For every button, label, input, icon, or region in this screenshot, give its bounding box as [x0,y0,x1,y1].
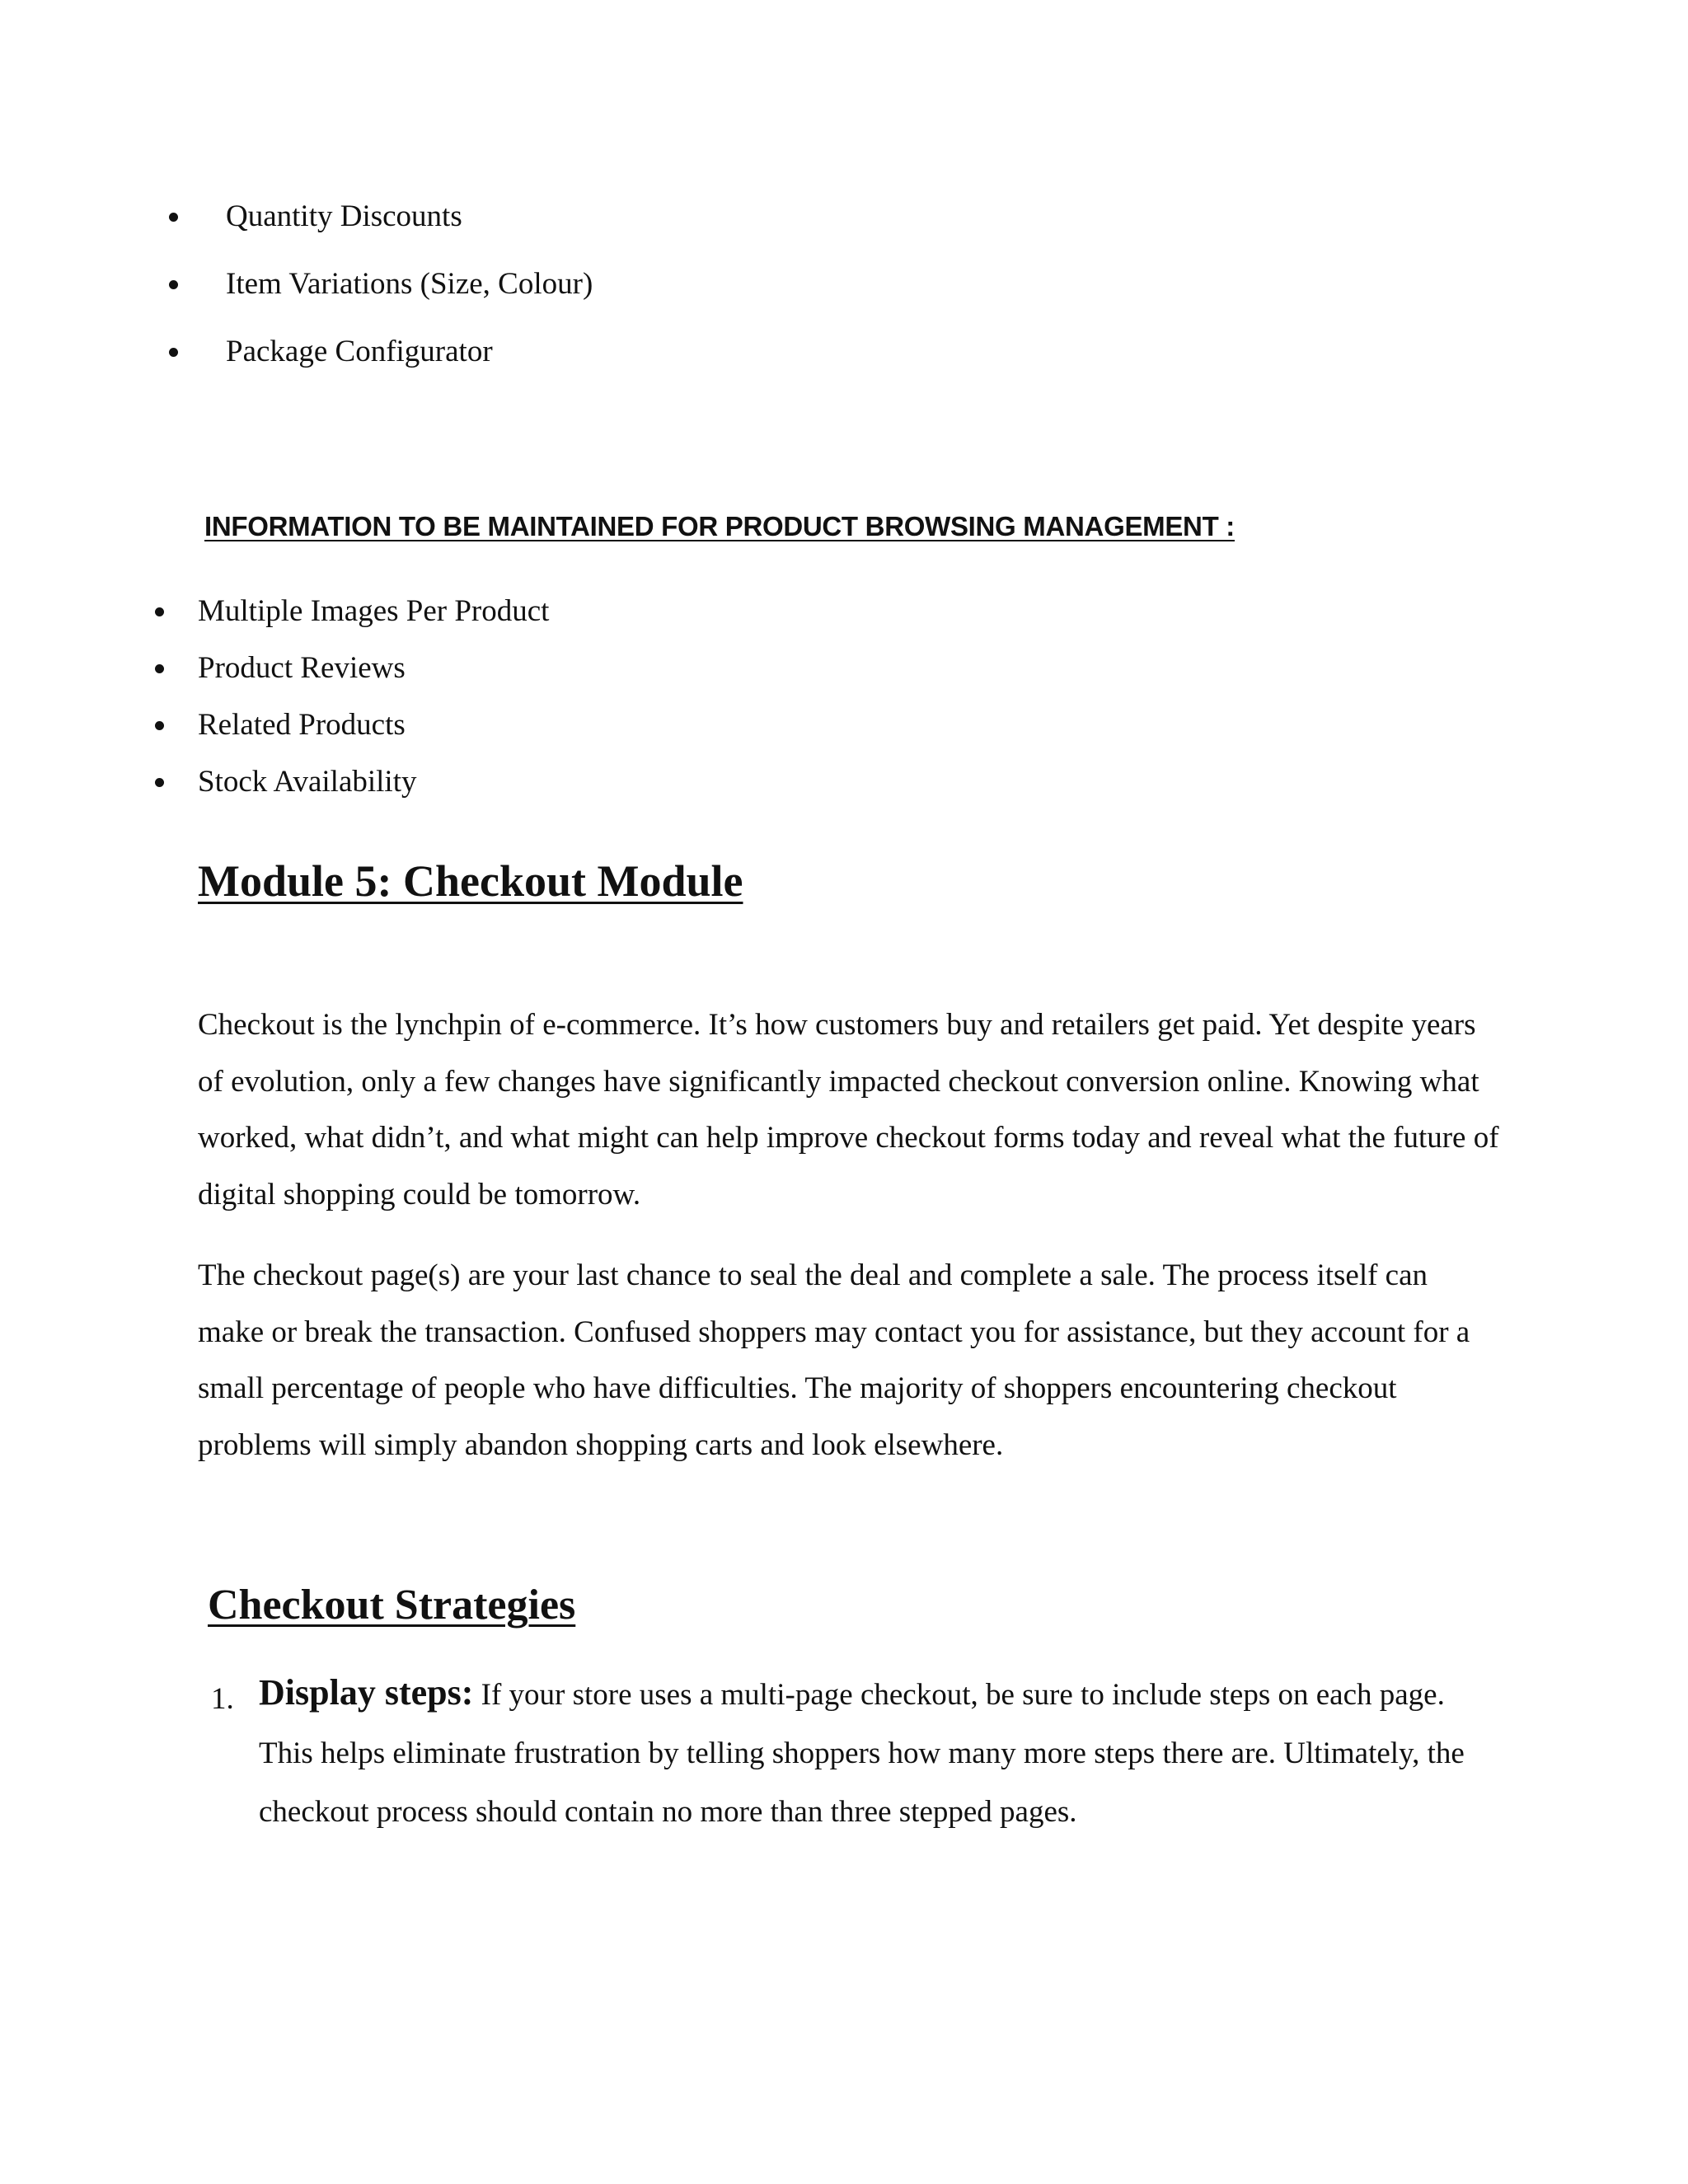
strategy-number: 1. [211,1682,234,1716]
bullet-icon [169,348,178,357]
list-item: Item Variations (Size, Colour) [226,267,593,301]
bullet-icon [155,664,164,673]
list-item: Related Products [198,708,406,742]
list-item: Stock Availability [198,765,417,799]
strategy-text: If your store uses a multi-page checkout, be sure to include steps on each page. This helps eliminate frustration by telling shoppers how many more steps there are. Ultimately, the checkout process should contain no more than three stepped pages. [259,1678,1465,1829]
strategies-heading: Checkout Strategies [208,1582,576,1629]
paragraph-checkout-pages: The checkout page(s) are your last chance to seal the deal and complete a sale. The process itself can make or break the transaction. Confused shoppers may contact you for assistance, but they account for a small percentage of people who have difficulties. The majority of shoppers encountering checkout problems will simply abandon shopping carts and look elsewhere. [198,1258,1470,1462]
list-item: Multiple Images Per Product [198,594,550,628]
bullet-icon [155,721,164,730]
list-item: Quantity Discounts [226,199,462,233]
section-heading-browsing-info: INFORMATION TO BE MAINTAINED FOR PRODUCT BROWSING MANAGEMENT : [204,511,1235,541]
list-item: Product Reviews [198,651,406,685]
bullet-icon [169,280,178,289]
module-heading: Module 5: Checkout Module [198,856,743,906]
bullet-icon [169,213,178,222]
paragraph-intro: Checkout is the lynchpin of e-commerce. It’s how customers buy and retailers get paid. Yet despite years of evolution, only a few changes have significantly impacted checkout conversion online. Knowing what worked, what didn’t, and what might can help improve checkout forms today and reveal what the future of digital shopping could be tomorrow. [198,1008,1499,1212]
list-item: Package Configurator [226,335,493,368]
bullet-icon [155,607,164,616]
bullet-icon [155,778,164,787]
strategy-title: Display steps: [259,1672,474,1713]
strategy-body [259,1663,1495,1841]
